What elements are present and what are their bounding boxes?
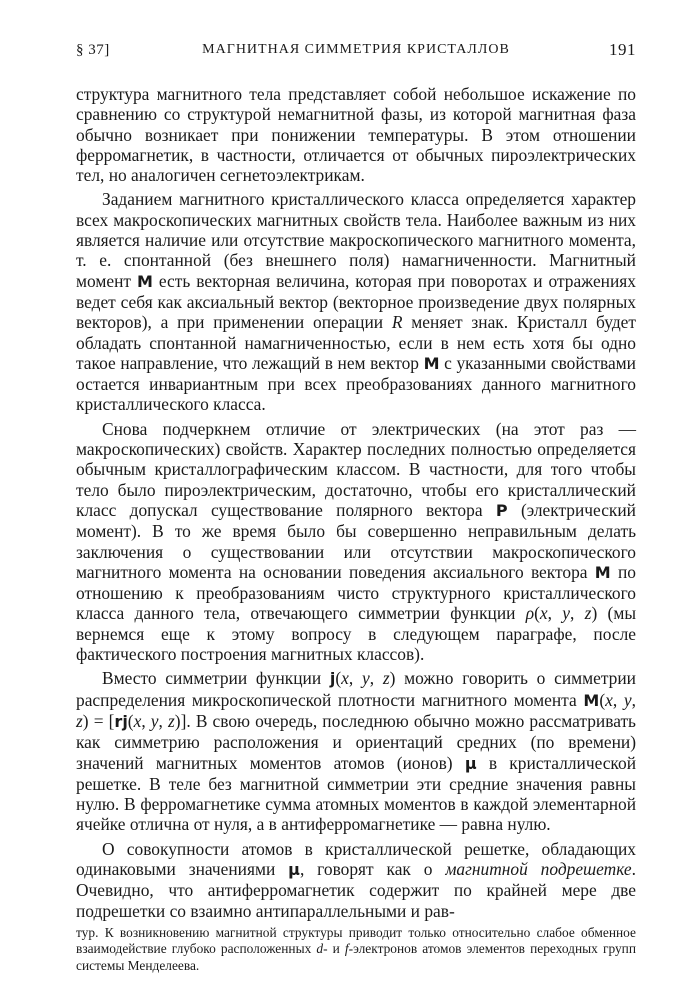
page-number: 191 (609, 40, 636, 59)
footnote (76, 925, 636, 975)
chapter-title: МАГНИТНАЯ СИММЕТРИЯ КРИСТАЛЛОВ (202, 42, 510, 57)
paragraph: структура магнитного тела представляет собой небольшое искажение по сравнению со структурой немагнитной фазы, из которой магнитная фаза обычно возникает при понижении температуры. В этом отношении ферромагнетик, в частности, отличается от обычных пироэлектрических тел, но аналогичен сегнетоэлектрикам. (76, 84, 636, 186)
book-page (76, 38, 636, 974)
running-head (76, 38, 636, 64)
main-text (76, 84, 636, 921)
footnote-text: тур. К возникновению магнитной структуры приводит только относительно слабое обменное взаимодействие глубоко расположенных d- и f-электронов атомов элементов переходных групп системы Менделеева. (76, 924, 636, 973)
paragraph: Вместо симметрии функции j(x, y, z) можно говорить о симметрии распределения микроскопической плотности магнитного момента M(x, y, z) = [rj(x, y, z)]. В свою очередь, последнюю обычно можно рассматривать как симметрию расположения и ориентаций средних (по времени) значений магнитных моментов атомов (ионов) μ в кристаллической решетке. В теле без магнитной симметрии эти средние значения равны нулю. В ферромагнетике сумма атомных моментов в каждой элементарной ячейке отлична от нуля, а в антиферромагнетике — равна нулю. (76, 668, 637, 835)
paragraph: Снова подчеркнем отличие от электрических (на этот раз — макроскопических) свойств. Характер последних полностью определяется обычным кристаллографическим классом. В частности, для того чтобы тело было пироэлектрическим, достаточно, чтобы его кристаллический класс допускал существование полярного вектора P (электрический момент). В то же время было бы совершенно неправильным делать заключения о существовании или отсутствии макроскопического магнитного момента на основании поведения аксиального вектора M по отношению к преобразованиям чисто структурного кристаллического класса данного тела, отвечающего симметрии функции ρ(x, y, z) (мы вернемся еще к этому вопросу в следующем параграфе, после фактического построения магнитных классов). (76, 418, 637, 665)
paragraph: Заданием магнитного кристаллического класса определяется характер всех макроскопических магнитных свойств тела. Наиболее важным из них является наличие или отсутствие макроскопического магнитного момента, т. е. спонтанной (без внешнего поля) намагниченности. Магнитный момент M есть векторная величина, которая при поворотах и отражениях ведет себя как аксиальный вектор (векторное произведение двух полярных векторов), а при применении операции R меняет знак. Кристалл будет обладать спонтанной намагниченностью, если в нем есть хотя бы одно такое направление, что лежащий в нем вектор M с указанными свойствами остается инвариантным при всех преобразованиях данного магнитного кристаллического класса. (76, 189, 636, 415)
paragraph: О совокупности атомов в кристаллической решетке, обладающих одинаковыми значениями μ, говорят как о магнитной подрешетке. Очевидно, что антиферромагнетик содержит по крайней мере две подрешетки со взаимно антипараллельными и рав- (76, 838, 636, 921)
section-number: § 37] (76, 42, 110, 58)
